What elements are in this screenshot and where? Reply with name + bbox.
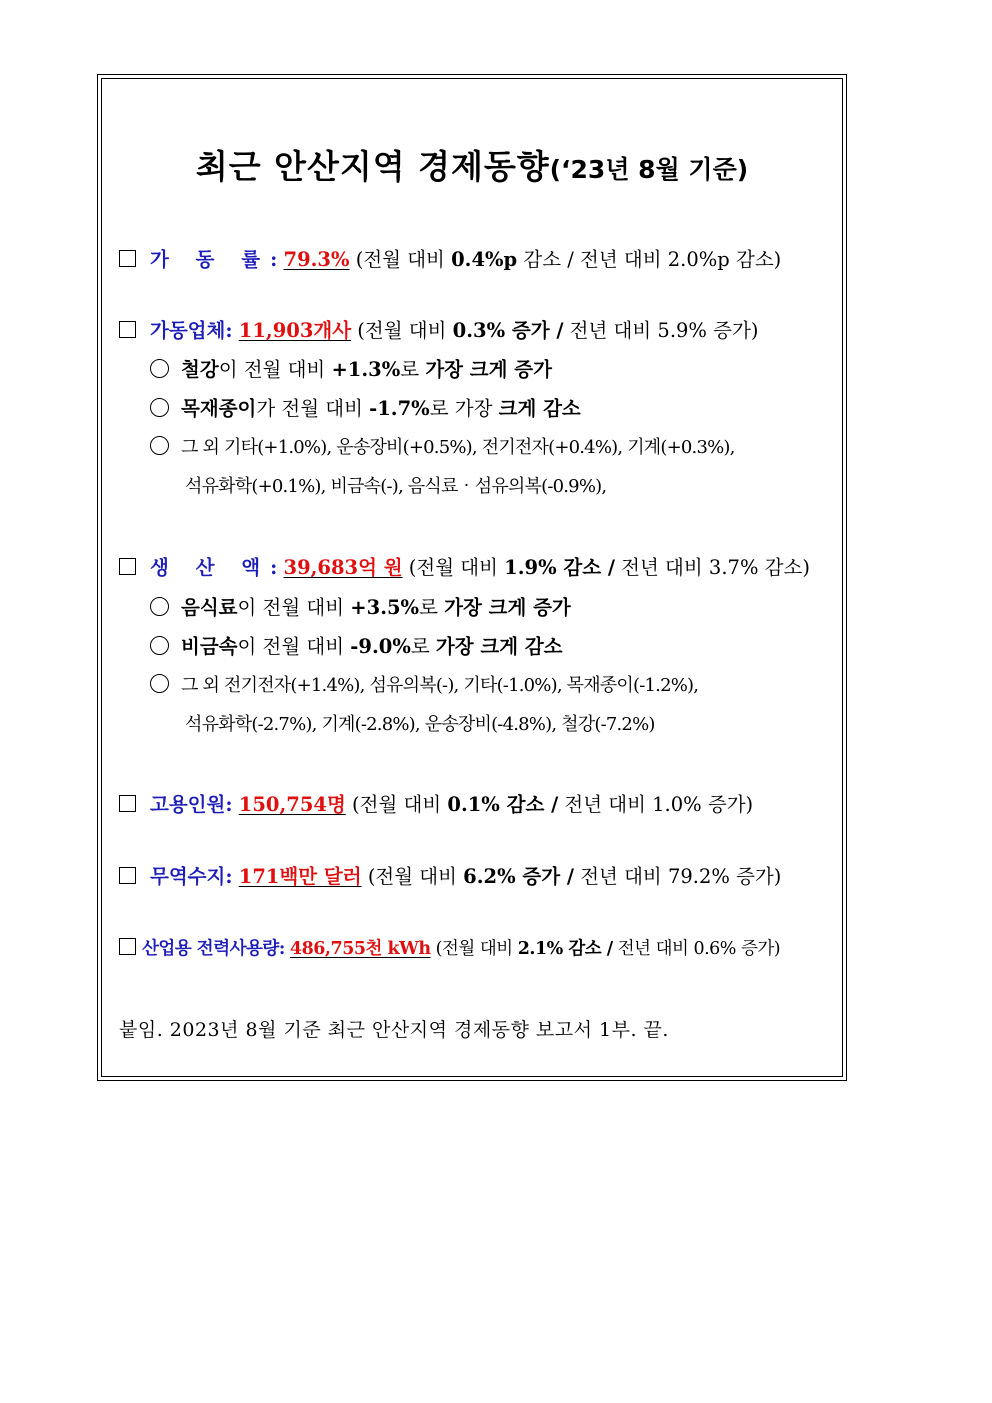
trade-desc-1: (전월 대비 bbox=[367, 865, 464, 888]
bullet-text-2: 로 가장 bbox=[429, 397, 499, 420]
production-bullet-1 bbox=[150, 594, 571, 622]
power-label: 산업용 전력사용량 bbox=[142, 939, 279, 959]
checkbox-icon bbox=[119, 321, 136, 338]
report-frame bbox=[97, 74, 847, 1081]
checkbox-icon bbox=[119, 795, 136, 812]
operating-firms-others-1 bbox=[150, 434, 735, 462]
operating-firms-value: 11,903개사 bbox=[238, 319, 352, 342]
production-line: 생 산 액: 39,683억 원 (전월 대비 1.9% 감소 / 전년 대비 3.7% 감소) bbox=[119, 554, 810, 582]
production-others-1 bbox=[150, 672, 698, 700]
power-value: 486,755천 kWh bbox=[289, 939, 431, 959]
production-desc-2: 전년 대비 3.7% 감소) bbox=[614, 556, 810, 579]
bullet-bold-1: 목재종이 bbox=[181, 397, 257, 420]
title-sub: (‘23년 8월 기준) bbox=[549, 155, 749, 184]
bullet-bold-2: -1.7% bbox=[369, 397, 430, 420]
trade-bold: 6.2% 증가 / bbox=[463, 865, 574, 888]
title-main: 최근 안산지역 경제동향 bbox=[195, 147, 550, 186]
operating-firms-desc-1: (전월 대비 bbox=[357, 319, 453, 342]
bullet-bold-2: +1.3% bbox=[331, 358, 401, 381]
checkbox-icon bbox=[119, 558, 136, 575]
bullet-text-1: 이 전월 대비 bbox=[218, 358, 332, 381]
bullet-text-1: 가 전월 대비 bbox=[256, 397, 370, 420]
operating-firms-line: 가동업체: 11,903개사 (전월 대비 0.3% 증가 / 전년 대비 5.9% 증가) bbox=[119, 317, 758, 345]
production-others-text-1: 그 외 전기전자(+1.4%), 섬유의복(-), 기타(-1.0%), 목재종이(-1.2%), bbox=[181, 675, 699, 696]
bullet-bold-3: 가장 크게 증가 bbox=[444, 596, 571, 619]
operation-rate-bold: 0.4%p bbox=[451, 248, 518, 271]
bullet-bold-3: 가장 크게 감소 bbox=[435, 635, 563, 658]
operating-firms-bullet-2 bbox=[150, 395, 581, 423]
circle-bullet-icon bbox=[150, 359, 169, 378]
checkbox-icon bbox=[119, 938, 136, 955]
operating-firms-others-text-1: 그 외 기타(+1.0%), 운송장비(+0.5%), 전기전자(+0.4%), 기계(+0.3%), bbox=[181, 437, 735, 458]
employment-label: 고용인원 bbox=[150, 793, 226, 816]
bullet-bold-1: 음식료 bbox=[181, 596, 238, 619]
trade-value: 171백만 달러 bbox=[238, 865, 362, 888]
production-others-2 bbox=[185, 711, 655, 739]
operation-rate-label: 가 동 률 bbox=[150, 248, 271, 271]
operating-firms-bold: 0.3% 증가 / bbox=[452, 319, 564, 342]
operation-rate-line: 가 동 률: 79.3% (전월 대비 0.4%p 감소 / 전년 대비 2.0%p 감소) bbox=[119, 246, 781, 274]
operation-rate-desc-1: (전월 대비 bbox=[355, 248, 452, 271]
circle-bullet-icon bbox=[150, 636, 169, 655]
bullet-text-2: 로 bbox=[419, 596, 445, 619]
operating-firms-others-text-2: 석유화학(+0.1%), 비금속(-), 음식료‧섬유의복(-0.9%), bbox=[185, 476, 607, 497]
trade-label: 무역수지 bbox=[150, 865, 226, 888]
bullet-bold-3: 가장 크게 증가 bbox=[425, 358, 552, 381]
power-desc-1: (전월 대비 bbox=[435, 939, 518, 959]
operating-firms-bullet-1 bbox=[150, 356, 552, 384]
operating-firms-desc-2: 전년 대비 5.9% 증가) bbox=[563, 319, 759, 342]
operating-firms-others-2 bbox=[185, 473, 606, 501]
bullet-text-1: 이 전월 대비 bbox=[237, 596, 351, 619]
bullet-text-2: 로 bbox=[400, 358, 426, 381]
employment-line: 고용인원: 150,754명 (전월 대비 0.1% 감소 / 전년 대비 1.0% 증가) bbox=[119, 791, 753, 819]
circle-bullet-icon bbox=[150, 398, 169, 417]
employment-desc-1: (전월 대비 bbox=[352, 793, 448, 816]
attachment-note: 붙임. 2023년 8월 기준 최근 안산지역 경제동향 보고서 1부. 끝. bbox=[119, 1019, 669, 1041]
employment-desc-2: 전년 대비 1.0% 증가) bbox=[558, 793, 754, 816]
production-others-text-2: 석유화학(-2.7%), 기계(-2.8%), 운송장비(-4.8%), 철강(-7.2%) bbox=[185, 714, 655, 735]
production-bullet-2 bbox=[150, 633, 563, 661]
checkbox-icon bbox=[119, 867, 136, 884]
operation-rate-value: 79.3% bbox=[283, 248, 350, 271]
operation-rate-desc-2: 감소 / 전년 대비 2.0%p 감소) bbox=[517, 248, 782, 271]
bullet-bold-3: 크게 감소 bbox=[498, 397, 581, 420]
employment-bold: 0.1% 감소 / bbox=[447, 793, 559, 816]
checkbox-icon bbox=[119, 250, 136, 267]
production-desc-1: (전월 대비 bbox=[408, 556, 505, 579]
employment-value: 150,754명 bbox=[238, 793, 346, 816]
bullet-bold-1: 비금속 bbox=[181, 635, 238, 658]
operating-firms-label: 가동업체 bbox=[150, 319, 226, 342]
production-value: 39,683억 원 bbox=[283, 556, 403, 579]
bullet-bold-2: +3.5% bbox=[350, 596, 420, 619]
circle-bullet-icon bbox=[150, 674, 169, 693]
bullet-bold-2: -9.0% bbox=[350, 635, 411, 658]
circle-bullet-icon bbox=[150, 436, 169, 455]
trade-line: 무역수지: 171백만 달러 (전월 대비 6.2% 증가 / 전년 대비 79.2% 증가) bbox=[119, 863, 781, 891]
bullet-text-1: 이 전월 대비 bbox=[237, 635, 351, 658]
circle-bullet-icon bbox=[150, 597, 169, 616]
report-title bbox=[98, 141, 846, 188]
bullet-bold-1: 철강 bbox=[181, 358, 219, 381]
power-desc-2: 전년 대비 0.6% 증가) bbox=[612, 939, 781, 959]
production-label: 생 산 액 bbox=[150, 556, 271, 579]
bullet-text-2: 로 bbox=[410, 635, 436, 658]
power-bold: 2.1% 감소 / bbox=[517, 939, 613, 959]
trade-desc-2: 전년 대비 79.2% 증가) bbox=[574, 865, 782, 888]
power-line: 산업용 전력사용량: 486,755천 kWh (전월 대비 2.1% 감소 / 전년 대비 0.6% 증가) bbox=[119, 935, 780, 963]
production-bold: 1.9% 감소 / bbox=[504, 556, 615, 579]
